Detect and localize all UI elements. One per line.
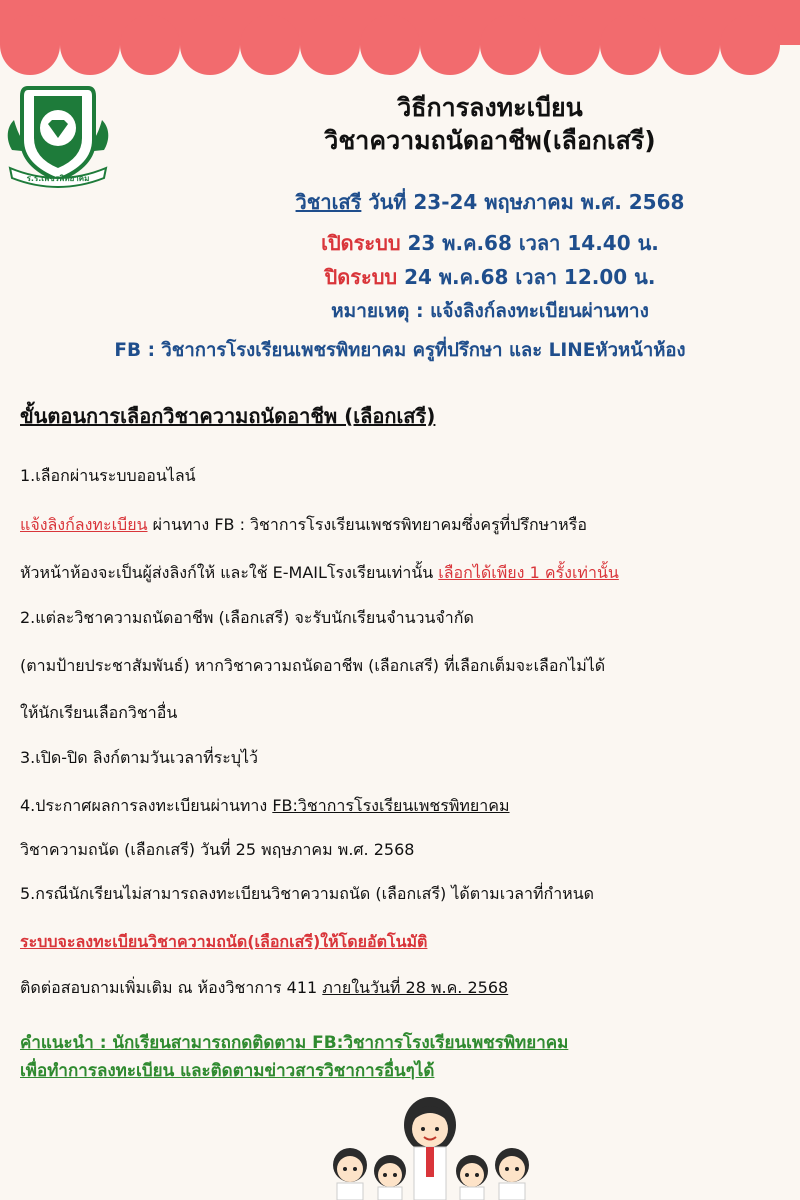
close-label: ปิดระบบ [324,265,398,289]
advice-line-1: คำแนะนำ : นักเรียนสามารถกดติดตาม FB:วิชาการโรงเรียนเพชรพิทยาคม [20,1033,569,1053]
scallop-bump [420,15,480,75]
scallop-bump [600,15,660,75]
contact-text: ติดต่อสอบถามเพิ่มเติม ณ ห้องวิชาการ 411 [20,978,323,997]
title-line-1: วิธีการลงทะเบียน [397,93,583,122]
step-1-heading: 1.เลือกผ่านระบบออนไลน์ [20,466,196,485]
elective-label: วิชาเสรี [295,190,362,214]
crest-banner-text: ร.ร.เพชรพิทยาคม [26,174,90,183]
step-1-line-2 [20,561,790,586]
registration-link-label[interactable]: แจ้งลิงก์ลงทะเบียน [20,515,148,534]
scalloped-border [0,0,800,80]
open-system-line [180,227,800,259]
step-2-line-1: 2.แต่ละวิชาความถนัดอาชีพ (เลือกเสรี) จะรับนักเรียนจำนวนจำกัด [20,608,474,627]
step-1-text-a: ผ่านทาง FB : วิชาการโรงเรียนเพชรพิทยาคมซึ่งครูที่ปรึกษาหรือ [147,515,587,534]
auto-registration-notice: ระบบจะลงทะเบียนวิชาความถนัด(เลือกเสรี)ให้โดยอัตโนมัติ [20,932,428,951]
step-4-line-1 [20,794,790,819]
contact-deadline: ภายในวันที่ 28 พ.ค. 2568 [322,978,509,997]
scallop-bump [180,15,240,75]
step-5-line-1: 5.กรณีนักเรียนไม่สามารถลงทะเบียนวิชาความถนัด (เลือกเสรี) ได้ตามเวลาที่กำหนด [20,884,595,903]
scallop-bump [660,15,720,75]
step-4-text: 4.ประกาศผลการลงทะเบียนผ่านทาง [20,796,273,815]
scallop-bump [120,15,180,75]
step-1-line-1 [20,513,790,538]
close-time: 24 พ.ค.68 เวลา 12.00 น. [397,265,656,289]
scallop-bump [240,15,300,75]
step-3: 3.เปิด-ปิด ลิงก์ตามวันเวลาที่ระบุไว้ [20,748,258,767]
students-cartoon-illustration [310,1095,550,1200]
note-line: หมายเหตุ : แจ้งลิงก์ลงทะเบียนผ่านทาง [331,300,649,322]
step-4-result-date: วิชาความถนัด (เลือกเสรี) วันที่ 25 พฤษภาคม พ.ศ. 2568 [20,840,415,859]
step-2-line-3: ให้นักเรียนเลือกวิชาอื่น [20,703,178,722]
step-2-line-2: (ตามป้ายประชาสัมพันธ์) หากวิชาความถนัดอาชีพ (เลือกเสรี) ที่เลือกเต็มจะเลือกไม่ได้ [20,656,606,675]
step-1-text-b: หัวหน้าห้องจะเป็นผู้ส่งลิงก์ให้ และใช้ E-MAILโรงเรียนเท่านั้น [20,563,439,582]
close-system-line [180,261,800,293]
fb-channel-link[interactable]: FB:วิชาการโรงเรียนเพชรพิทยาคม [272,796,510,815]
open-time: 23 พ.ค.68 เวลา 14.40 น. [400,231,659,255]
scallop-bump [360,15,420,75]
steps-title: ขั้นตอนการเลือกวิชาความถนัดอาชีพ (เลือกเสรี) [20,404,436,428]
elective-date-line [180,186,800,218]
title-line-2: วิชาความถนัดอาชีพ(เลือกเสรี) [324,126,656,155]
contact-line [20,976,790,1001]
advice-line-2: เพื่อทำการลงทะเบียน และติดตามข่าวสารวิชาการอื่นๆได้ [20,1061,435,1081]
scallop-bump [540,15,600,75]
scallop-bump [300,15,360,75]
school-crest-logo [4,80,112,190]
elective-date: วันที่ 23-24 พฤษภาคม พ.ศ. 2568 [361,190,685,214]
scallop-bump [480,15,540,75]
scallop-bump [720,15,780,75]
scallop-bump [0,15,60,75]
scallop-bump [60,15,120,75]
open-label: เปิดระบบ [321,231,401,255]
select-once-notice: เลือกได้เพียง 1 ครั้งเท่านั้น [438,563,619,582]
channels-line: FB : วิชาการโรงเรียนเพชรพิทยาคม ครูที่ปรึกษา และ LINEหัวหน้าห้อง [114,340,686,361]
